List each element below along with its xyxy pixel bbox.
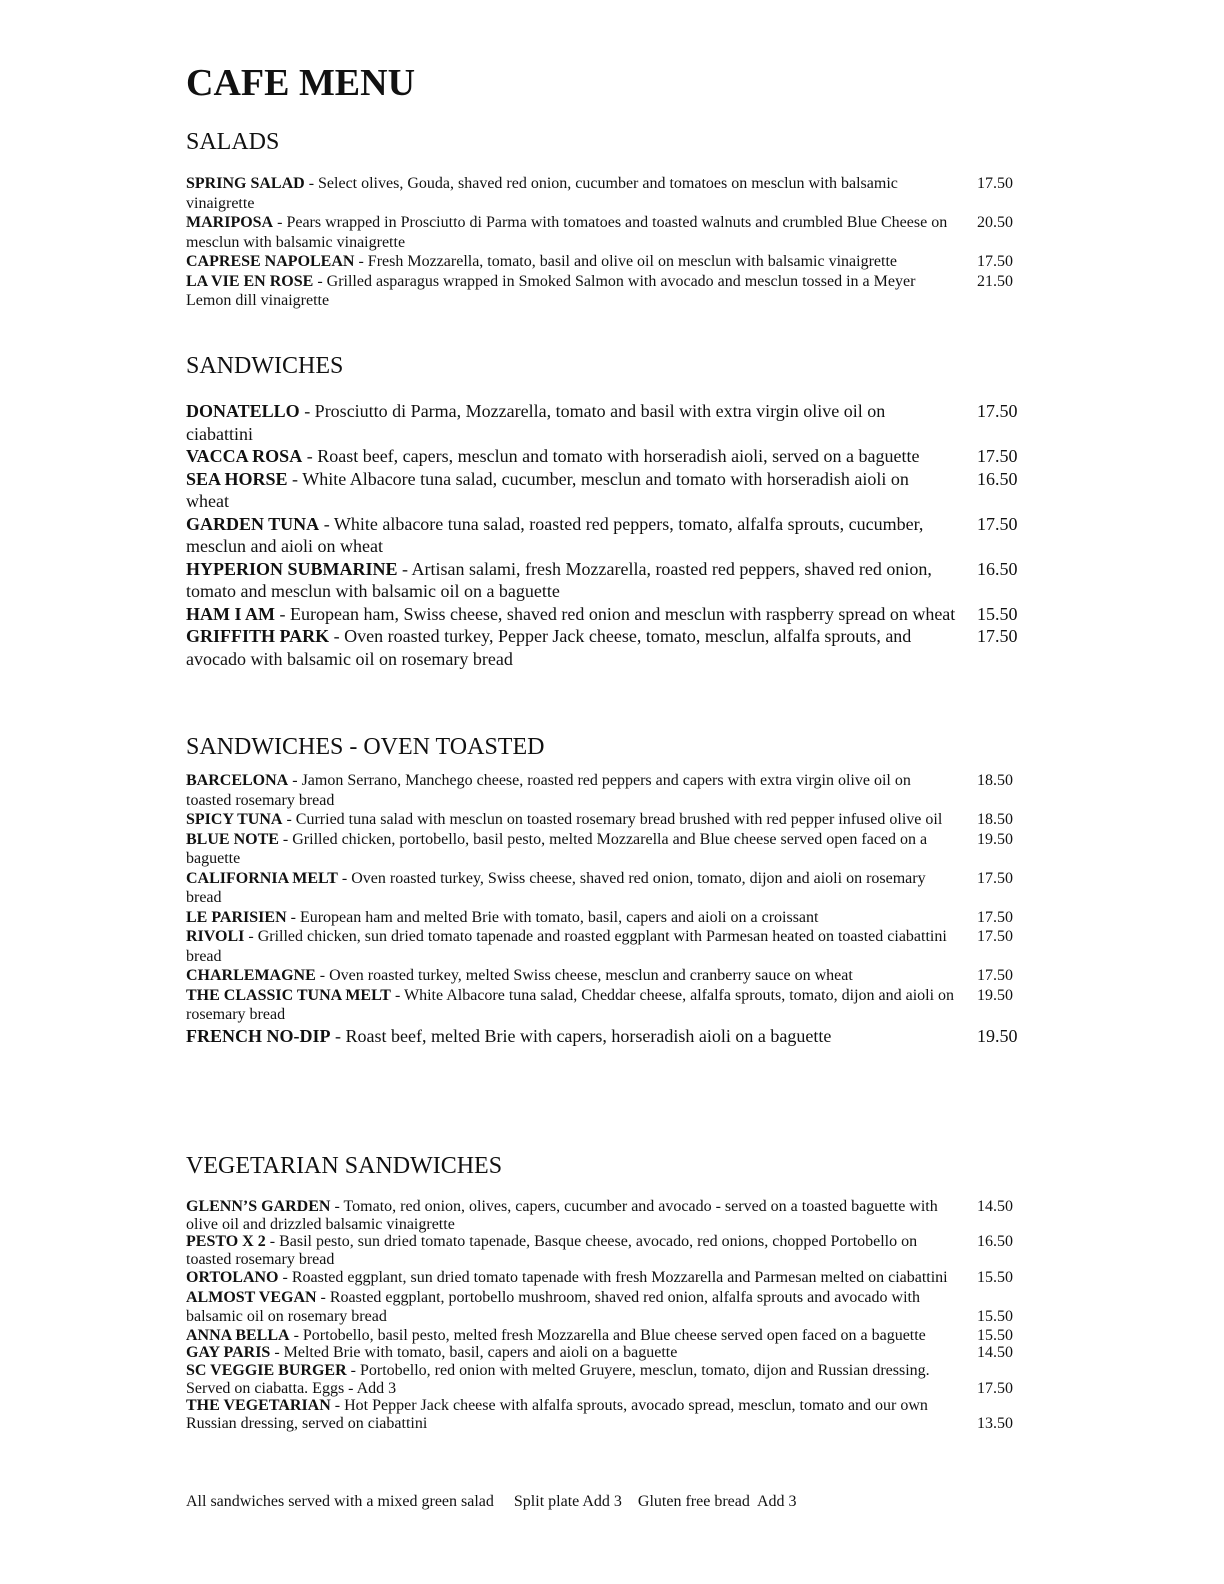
item-price: 17.50 (977, 869, 1013, 887)
item-price: 16.50 (977, 468, 1018, 489)
menu-item (186, 1268, 1046, 1288)
item-description: - White albacore tuna salad, roasted red peppers, tomato, alfalfa sprouts, cucumber, mesclun and aioli on wheat (186, 513, 924, 556)
item-price: 15.50 (977, 1326, 1013, 1344)
item-name: VACCA ROSA (186, 446, 303, 466)
item-name: DONATELLO (186, 401, 300, 421)
menu-item (186, 1327, 1046, 1345)
item-name: ALMOST VEGAN (186, 1288, 317, 1306)
menu-item (186, 603, 1046, 626)
item-description: - Portobello, basil pesto, melted fresh Mozzarella and Blue cheese served open faced on a baguette (289, 1326, 926, 1344)
item-name: HAM I AM (186, 603, 275, 624)
item-price: 18.50 (977, 772, 1013, 789)
item-description: - Hot Pepper Jack cheese with alfalfa sprouts, avocado spread, mesclun, tomato and our own Russian dressing, served on ciabattini (186, 1397, 928, 1432)
section-oven-toasted (186, 733, 1046, 1047)
item-name: BLUE NOTE (186, 830, 279, 848)
item-price: 19.50 (977, 830, 1013, 848)
item-description: - European ham, Swiss cheese, shaved red onion and mesclun with raspberry spread on wheat (275, 603, 956, 624)
item-description: - Portobello, red onion with melted Gruyere, mesclun, tomato, dijon and Russian dressing. Served on ciabatta. Eggs - Add 3 (186, 1362, 930, 1397)
section-heading: VEGETARIAN SANDWICHES (186, 1153, 503, 1179)
menu-item (186, 252, 1046, 272)
item-description: - Roast beef, melted Brie with capers, horseradish aioli on a baguette (330, 1025, 832, 1046)
item-description: - Grilled asparagus wrapped in Smoked Salmon with avocado and mesclun tossed in a Meyer Lemon dill vinaigrette (186, 272, 916, 309)
item-name: SPICY TUNA (186, 811, 283, 828)
item-name: GRIFFITH PARK (186, 626, 330, 646)
item-list (186, 400, 1046, 670)
menu-item (186, 1344, 1046, 1362)
item-price: 18.50 (977, 811, 1013, 828)
item-description: - Prosciutto di Parma, Mozzarella, tomato and basil with extra virgin olive oil on ciabattini (186, 401, 886, 444)
section-heading: SANDWICHES - OVEN TOASTED (186, 734, 545, 760)
item-description: - European ham and melted Brie with tomato, basil, capers and aioli on a croissant (286, 908, 819, 926)
menu-item (186, 1025, 1046, 1048)
item-description: - White Albacore tuna salad, Cheddar cheese, alfalfa sprouts, tomato, dijon and aioli on rosemary bread (186, 986, 955, 1023)
item-name: ORTOLANO (186, 1269, 279, 1287)
item-name: SPRING SALAD (186, 175, 305, 192)
item-description: - Select olives, Gouda, shaved red onion, cucumber and tomatoes on mesclun with balsamic vinaigrette (186, 175, 898, 212)
item-price: 17.50 (977, 1379, 1013, 1397)
menu-item (186, 513, 1046, 558)
item-name: PESTO X 2 (186, 1233, 266, 1251)
menu-item (186, 810, 1046, 830)
item-list (186, 1198, 1046, 1432)
item-description: - Fresh Mozzarella, tomato, basil and olive oil on mesclun with balsamic vinaigrette (354, 253, 897, 270)
item-description: - Grilled chicken, sun dried tomato tapenade and roasted eggplant with Parmesan heated on toasted ciabattini bread (186, 928, 947, 965)
menu-item (186, 272, 1046, 311)
item-description: - Pears wrapped in Prosciutto di Parma with tomatoes and toasted walnuts and crumbled Blue Cheese on mesclun with balsamic vinaigrette (186, 214, 948, 251)
item-name: MARIPOSA (186, 214, 274, 231)
item-price: 16.50 (977, 558, 1018, 579)
menu-item (186, 468, 1046, 513)
item-price: 14.50 (977, 1344, 1013, 1362)
item-name: THE VEGETARIAN (186, 1397, 331, 1415)
item-name: GAY PARIS (186, 1344, 271, 1362)
menu-item (186, 869, 1046, 908)
item-name: HYPERION SUBMARINE (186, 558, 398, 579)
item-price: 17.50 (977, 175, 1013, 192)
item-name: BARCELONA (186, 772, 289, 789)
item-price: 13.50 (977, 1414, 1013, 1432)
item-name: SEA HORSE (186, 468, 288, 489)
item-description: - Oven roasted turkey, Swiss cheese, shaved red onion, tomato, dijon and aioli on rosemary bread (186, 869, 926, 906)
item-price: 20.50 (977, 214, 1013, 231)
item-price: 19.50 (977, 986, 1013, 1004)
item-price: 17.50 (977, 513, 1018, 534)
item-price: 21.50 (977, 272, 1013, 290)
item-list (186, 174, 1046, 311)
item-name: SC VEGGIE BURGER (186, 1362, 347, 1380)
item-description: - Roasted eggplant, portobello mushroom, shaved red onion, alfalfa sprouts and avocado with balsamic oil on rosemary bread (186, 1288, 920, 1326)
section-salads (186, 128, 1046, 311)
item-list (186, 771, 1046, 1047)
item-description: - Roasted eggplant, sun dried tomato tapenade with fresh Mozzarella and Parmesan melted on ciabattini (278, 1269, 948, 1287)
menu-item (186, 771, 1046, 810)
footer-note: All sandwiches served with a mixed green salad Split plate Add 3 Gluten free bread Add 3 (186, 1493, 797, 1510)
menu-item (186, 986, 1046, 1025)
item-description: - Roast beef, capers, mesclun and tomato with horseradish aioli, served on a baguette (302, 446, 920, 466)
menu-item (186, 1233, 1046, 1268)
item-name: ANNA BELLA (186, 1326, 290, 1344)
menu-item (186, 1198, 1046, 1233)
menu-item (186, 1362, 1046, 1397)
menu-item (186, 558, 1046, 603)
item-name: GLENN’S GARDEN (186, 1198, 331, 1215)
item-name: FRENCH NO-DIP (186, 1025, 331, 1046)
item-price: 15.50 (977, 1269, 1013, 1287)
item-name: CHARLEMAGNE (186, 967, 316, 984)
item-price: 17.50 (977, 967, 1013, 984)
item-description: - White Albacore tuna salad, cucumber, mesclun and tomato with horseradish aioli on wheat (186, 468, 909, 511)
item-name: THE CLASSIC TUNA MELT (186, 986, 391, 1004)
menu-item (186, 400, 1046, 445)
item-price: 17.50 (977, 253, 1013, 270)
item-description: - Oven roasted turkey, melted Swiss cheese, mesclun and cranberry sauce on wheat (315, 967, 853, 984)
item-description: - Oven roasted turkey, Pepper Jack cheese, tomato, mesclun, alfalfa sprouts, and avocado with balsamic oil on rosemary bread (186, 626, 912, 669)
menu-item (186, 908, 1046, 928)
menu-item (186, 1397, 1046, 1432)
item-name: LA VIE EN ROSE (186, 272, 314, 290)
section-vegetarian (186, 1152, 1046, 1432)
item-description: - Basil pesto, sun dried tomato tapenade, Basque cheese, avocado, red onions, chopped Portobello on toasted rosemary bread (186, 1233, 918, 1268)
item-price: 17.50 (977, 446, 1018, 466)
item-description: - Curried tuna salad with mesclun on toasted rosemary bread brushed with red pepper infused olive oil (282, 811, 943, 828)
item-name: RIVOLI (186, 928, 245, 945)
item-price: 19.50 (977, 1025, 1018, 1046)
item-price: 15.50 (977, 1308, 1013, 1326)
item-price: 17.50 (977, 626, 1018, 646)
item-price: 16.50 (977, 1233, 1013, 1251)
menu-item (186, 830, 1046, 869)
menu-item (186, 445, 1046, 468)
item-name: GARDEN TUNA (186, 513, 320, 534)
page-title: CAFE MENU (186, 62, 416, 104)
item-price: 17.50 (977, 928, 1013, 945)
item-description: - Jamon Serrano, Manchego cheese, roasted red peppers and capers with extra virgin olive oil on toasted rosemary bread (186, 772, 911, 809)
menu-item (186, 213, 1046, 252)
item-description: - Melted Brie with tomato, basil, capers and aioli on a baguette (270, 1344, 678, 1362)
section-heading: SANDWICHES (186, 353, 344, 379)
item-name: CAPRESE NAPOLEAN (186, 253, 355, 270)
item-description: - Artisan salami, fresh Mozzarella, roasted red peppers, shaved red onion, tomato and mesclun with balsamic oil on a baguette (186, 558, 932, 601)
section-heading: SALADS (186, 129, 280, 155)
menu-item (186, 966, 1046, 986)
menu-item (186, 927, 1046, 966)
item-name: LE PARISIEN (186, 908, 287, 926)
item-price: 17.50 (977, 908, 1013, 926)
menu-item (186, 174, 1046, 213)
item-price: 17.50 (977, 401, 1018, 421)
item-price: 14.50 (977, 1198, 1013, 1215)
menu-item (186, 625, 1046, 670)
item-price: 15.50 (977, 603, 1018, 624)
menu-item (186, 1288, 1046, 1327)
section-sandwiches (186, 352, 1046, 670)
item-description: - Tomato, red onion, olives, capers, cucumber and avocado - served on a toasted baguette with olive oil and drizzled balsamic vinaigrette (186, 1198, 938, 1233)
item-description: - Grilled chicken, portobello, basil pesto, melted Mozzarella and Blue cheese served open faced on a baguette (186, 830, 928, 867)
item-name: CALIFORNIA MELT (186, 869, 338, 887)
